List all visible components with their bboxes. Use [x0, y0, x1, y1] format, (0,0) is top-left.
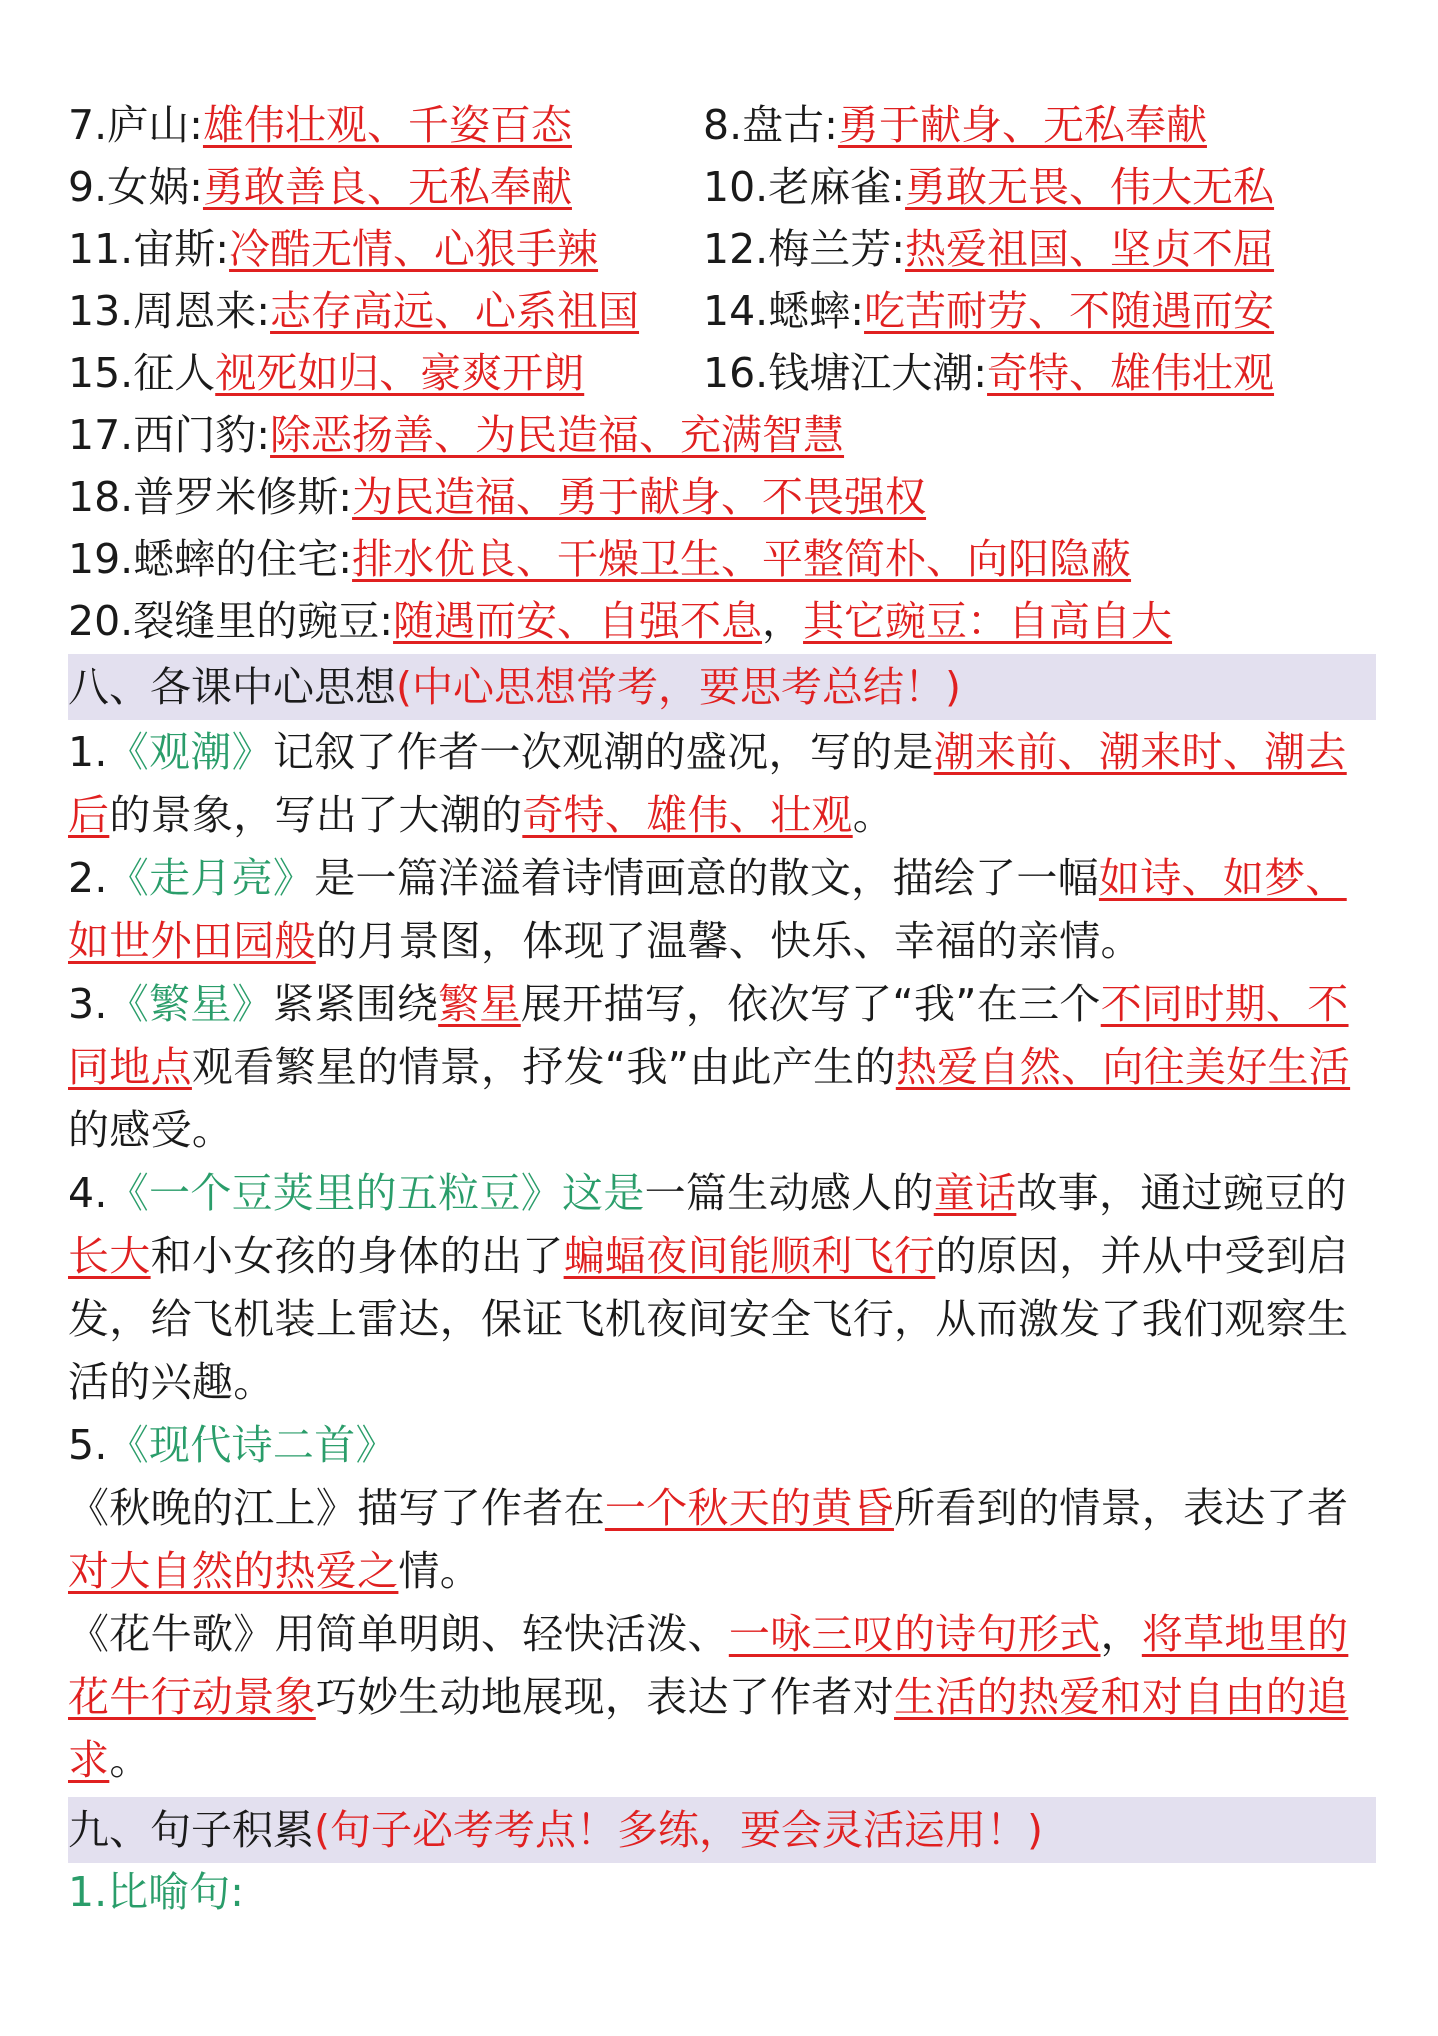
item-desc: 随遇而安、自强不息: [393, 597, 763, 645]
text: 《秋晚的江上》描写了作者在: [68, 1484, 605, 1532]
item-desc-2: 其它豌豆：自高自大: [803, 597, 1173, 645]
list-item-10: [703, 156, 1274, 218]
list-item-9: [68, 156, 572, 218]
book-title: 《现代诗二首》: [107, 1421, 397, 1469]
item-number: 17.: [68, 411, 134, 459]
highlight: 对大自然的热爱之: [68, 1547, 399, 1595]
text: 《花牛歌》用简单明朗、轻快活泼、: [68, 1610, 729, 1658]
item-name: 蟋蟀:: [768, 287, 865, 335]
highlight: 不同时期、不同地点: [68, 980, 1349, 1091]
text: 是一篇洋溢着诗情画意的散文，描绘了一幅: [314, 854, 1099, 902]
item-number: 15.: [68, 349, 134, 397]
text: 。: [852, 791, 895, 839]
highlight: 蝙蝠夜间能顺利飞行: [563, 1232, 936, 1280]
subheading-label: 比喻句:: [107, 1868, 244, 1916]
highlight: 潮来前、潮来时、潮去后: [68, 728, 1347, 839]
highlight: 将草地里的花牛行动景象: [68, 1610, 1349, 1721]
item-name: 宙斯:: [133, 225, 230, 273]
item-desc: 吃苦耐劳、不随遇而安: [864, 287, 1275, 335]
highlight: 童话: [933, 1169, 1017, 1217]
item-separator: ，: [762, 597, 804, 645]
list-item-17: [68, 404, 844, 466]
text: 巧妙生动地展现，表达了作者对: [315, 1673, 895, 1721]
text: 。: [109, 1736, 151, 1784]
text: 的月景图，体现了温馨、快乐、幸福的亲情。: [315, 917, 1142, 965]
text: 和小女孩的身体的出了: [150, 1232, 564, 1280]
list-item-7: [68, 94, 572, 156]
highlight: 长大: [68, 1232, 151, 1280]
text: 记叙了作者一次观潮的盛况，写的是: [272, 728, 934, 776]
book-title: 《一个豆荚里的五粒豆》这是: [107, 1169, 645, 1217]
list-item-12: [703, 218, 1274, 280]
list-item-19: [68, 528, 1131, 590]
paragraph-number: 5.: [68, 1421, 108, 1469]
paragraph-number: 4.: [68, 1169, 108, 1217]
item-name: 庐山:: [107, 101, 203, 149]
highlight: 繁星: [438, 980, 521, 1028]
list-item-11: [68, 218, 598, 280]
highlight: 生活的热爱和对自由的追求: [68, 1673, 1349, 1784]
item-number: 18.: [68, 473, 134, 521]
section-title: 八、各课中心思想: [68, 663, 396, 711]
item-desc: 志存高远、心系祖国: [270, 287, 640, 335]
item-name: 女娲:: [107, 163, 203, 211]
item-desc: 雄伟壮观、千姿百态: [202, 101, 572, 149]
list-item-18: [68, 466, 926, 528]
item-name: 老麻雀:: [768, 163, 906, 211]
item-number: 12.: [703, 225, 769, 273]
item-number: 7.: [68, 101, 108, 149]
paragraph-5: [68, 1414, 1378, 1477]
book-title: 《观潮》: [107, 728, 273, 776]
text: 的感受。: [68, 1106, 234, 1154]
text: 展开描写，依次写了“我”在三个: [520, 980, 1101, 1028]
item-desc: 为民造福、勇于献身、不畏强权: [352, 473, 927, 521]
item-desc: 排水优良、干燥卫生、平整简朴、向阳隐蔽: [352, 535, 1132, 583]
item-name: 裂缝里的豌豆:: [133, 597, 394, 645]
paragraph-4: [68, 1162, 1378, 1414]
highlight: 热爱自然、向往美好生活: [895, 1043, 1351, 1091]
paragraph-number: 3.: [68, 980, 108, 1028]
list-item-8: [703, 94, 1207, 156]
text: 的原因，并从中受到启发，给飞机装上雷达，保证飞机夜间安全飞行，从而激发了我们观察生活的兴趣。: [68, 1232, 1349, 1406]
subheading-metaphor: [68, 1861, 244, 1923]
section-9-header: [68, 1799, 1043, 1861]
book-title: 《走月亮》: [107, 854, 315, 902]
item-desc: 勇敢善良、无私奉献: [202, 163, 572, 211]
highlight: 奇特、雄伟、壮观: [522, 791, 853, 839]
paragraph-number: 1.: [68, 1868, 108, 1916]
text: 所看到的情景，表达了者: [894, 1484, 1349, 1532]
text: 的景象，写出了大潮的: [109, 791, 523, 839]
item-desc: 除恶扬善、为民造福、充满智慧: [270, 411, 845, 459]
section-title: 九、句子积累: [68, 1806, 314, 1854]
item-desc: 奇特、雄伟壮观: [987, 349, 1275, 397]
paragraph-poem-2: [68, 1603, 1378, 1792]
item-name: 普罗米修斯:: [133, 473, 353, 521]
paragraph-3: [68, 973, 1378, 1162]
list-item-20: [68, 590, 1172, 652]
text: ，: [1100, 1610, 1142, 1658]
book-title: 《繁星》: [107, 980, 273, 1028]
paragraph-1: [68, 721, 1378, 847]
text: 故事，通过豌豆的: [1016, 1169, 1347, 1217]
item-name: 钱塘江大潮:: [768, 349, 988, 397]
list-item-16: [703, 342, 1274, 404]
list-item-14: [703, 280, 1274, 342]
item-desc: 视死如归、豪爽开朗: [215, 349, 585, 397]
item-name: 西门豹:: [133, 411, 271, 459]
highlight: 一咏三叹的诗句形式: [728, 1610, 1101, 1658]
item-desc: 冷酷无情、心狠手辣: [229, 225, 599, 273]
section-8-header: [68, 656, 961, 718]
section-note: (句子必考考点！多练，要会灵活运用！): [314, 1806, 1043, 1854]
item-number: 16.: [703, 349, 769, 397]
item-number: 11.: [68, 225, 134, 273]
item-number: 19.: [68, 535, 134, 583]
item-number: 8.: [703, 101, 743, 149]
highlight: 一个秋天的黄昏: [604, 1484, 895, 1532]
item-number: 20.: [68, 597, 134, 645]
item-number: 14.: [703, 287, 769, 335]
item-name: 盘古:: [742, 101, 838, 149]
item-number: 9.: [68, 163, 108, 211]
item-name: 征人: [133, 349, 216, 397]
paragraph-number: 2.: [68, 854, 108, 902]
item-desc: 勇于献身、无私奉献: [837, 101, 1207, 149]
item-desc: 热爱祖国、坚贞不屈: [905, 225, 1275, 273]
list-item-15: [68, 342, 584, 404]
section-note: (中心思想常考，要思考总结！): [396, 663, 961, 711]
text: 观看繁星的情景，抒发“我”由此产生的: [191, 1043, 896, 1091]
item-desc: 勇敢无畏、伟大无私: [905, 163, 1275, 211]
item-name: 梅兰芳:: [768, 225, 906, 273]
item-name: 蟋蟀的住宅:: [133, 535, 353, 583]
paragraph-2: [68, 847, 1378, 973]
item-number: 13.: [68, 287, 134, 335]
item-name: 周恩来:: [133, 287, 271, 335]
paragraph-number: 1.: [68, 728, 108, 776]
paragraph-poem-1: [68, 1477, 1378, 1603]
highlight: 如诗、如梦、如世外田园般: [68, 854, 1347, 965]
text: 紧紧围绕: [272, 980, 439, 1028]
item-number: 10.: [703, 163, 769, 211]
text: 一篇生动感人的: [644, 1169, 934, 1217]
text: 情。: [398, 1547, 482, 1595]
list-item-13: [68, 280, 639, 342]
